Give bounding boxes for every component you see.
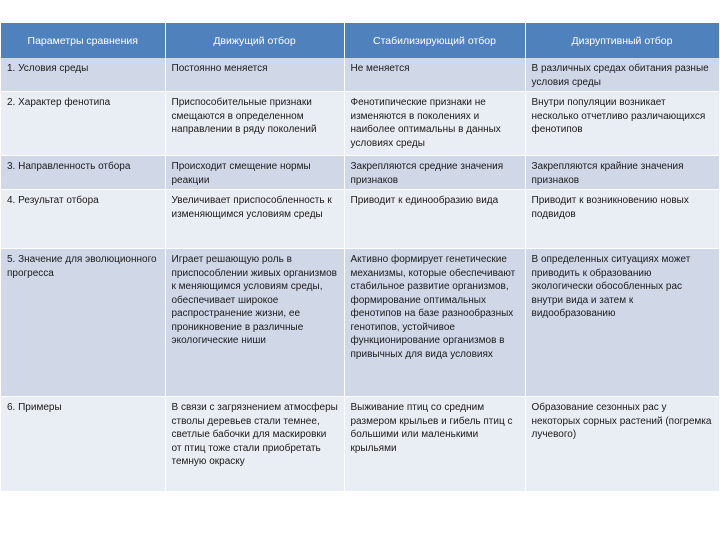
cell-disruptive: Приводит к возникновению новых подвидов bbox=[525, 190, 719, 249]
cell-directional: Приспособительные признаки смещаются в определенном направлении в ряду поколений bbox=[165, 92, 344, 156]
header-parameters: Параметры сравнения bbox=[1, 23, 165, 58]
cell-disruptive: Образование сезонных рас у некоторых сорных растений (погремка лучевого) bbox=[525, 397, 719, 492]
comparison-table bbox=[1, 23, 720, 492]
cell-stabilizing: Активно формирует генетические механизмы, которые обеспечивают стабильное развитие организмов, формирование оптимальных фенотипов на базе разнообразных генотипов, устойчивое функционирование организмов в привычных для вида условиях bbox=[344, 249, 525, 397]
table-row bbox=[1, 249, 719, 397]
table-row bbox=[1, 92, 719, 156]
table-row bbox=[1, 58, 719, 92]
row-parameter: 2. Характер фенотипа bbox=[1, 92, 165, 156]
cell-stabilizing: Закрепляются средние значения признаков bbox=[344, 156, 525, 190]
header-stabilizing: Стабилизирующий отбор bbox=[344, 23, 525, 58]
header-directional: Движущий отбор bbox=[165, 23, 344, 58]
cell-stabilizing: Выживание птиц со средним размером крыльев и гибель птиц с большими или маленькими крыльями bbox=[344, 397, 525, 492]
table-row bbox=[1, 190, 719, 249]
cell-stabilizing: Не меняется bbox=[344, 58, 525, 92]
cell-directional: Постоянно меняется bbox=[165, 58, 344, 92]
row-parameter: 5. Значение для эволюционного прогресса bbox=[1, 249, 165, 397]
table-row bbox=[1, 397, 719, 492]
cell-disruptive: Закрепляются крайние значения признаков bbox=[525, 156, 719, 190]
row-parameter: 1. Условия среды bbox=[1, 58, 165, 92]
cell-directional: В связи с загрязнением атмосферы стволы деревьев стали темнее, светлые бабочки для маскировки от птиц тоже стали приобретать темную окраску bbox=[165, 397, 344, 492]
table-row bbox=[1, 156, 719, 190]
row-parameter: 4. Результат отбора bbox=[1, 190, 165, 249]
cell-stabilizing: Приводит к единообразию вида bbox=[344, 190, 525, 249]
row-parameter: 3. Направленность отбора bbox=[1, 156, 165, 190]
cell-directional: Увеличивает приспособленность к изменяющимся условиям среды bbox=[165, 190, 344, 249]
cell-directional: Играет решающую роль в приспособлении живых организмов к меняющимся условиям среды, обеспечивает широкое распространение жизни, ее проникновение в различные экологические ниши bbox=[165, 249, 344, 397]
header-row bbox=[1, 23, 719, 58]
cell-stabilizing: Фенотипические признаки не изменяются в поколениях и наиболее оптимальны в данных условиях среды bbox=[344, 92, 525, 156]
cell-disruptive: В определенных ситуациях может приводить к образованию экологически обособленных рас внутри вида и затем к видообразованию bbox=[525, 249, 719, 397]
cell-directional: Происходит смещение нормы реакции bbox=[165, 156, 344, 190]
cell-disruptive: Внутри популяции возникает несколько отчетливо различающихся фенотипов bbox=[525, 92, 719, 156]
header-disruptive: Дизруптивный отбор bbox=[525, 23, 719, 58]
cell-disruptive: В различных средах обитания разные условия среды bbox=[525, 58, 719, 92]
row-parameter: 6. Примеры bbox=[1, 397, 165, 492]
